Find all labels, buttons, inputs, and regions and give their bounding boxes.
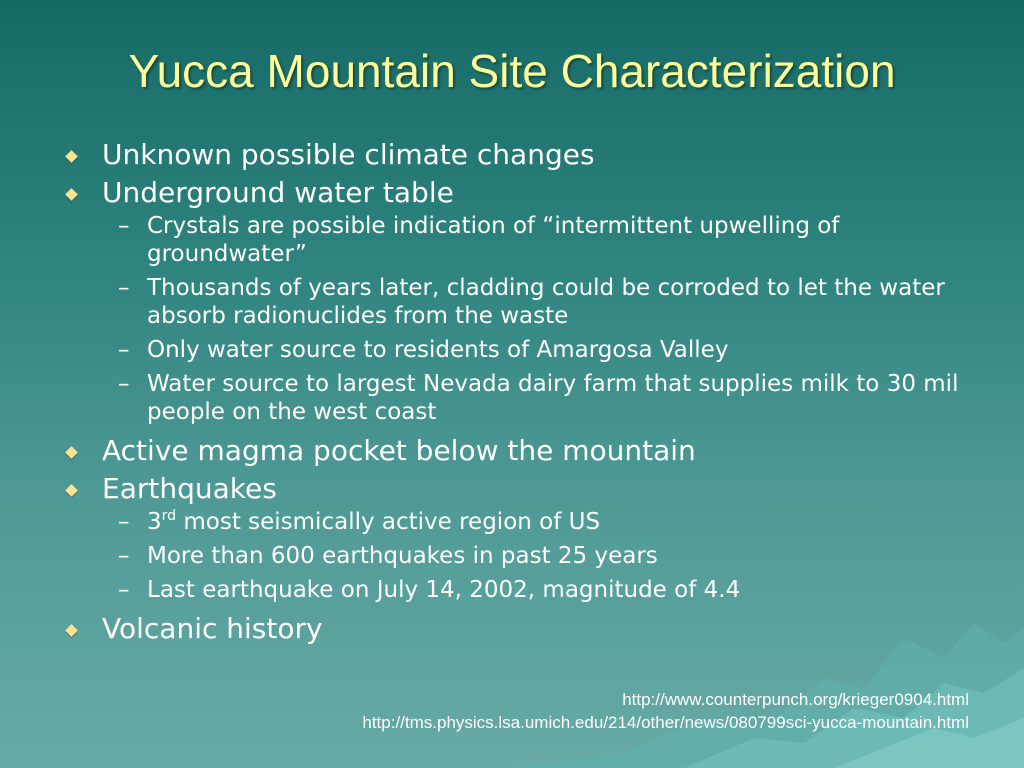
diamond-bullet-icon [65, 150, 78, 163]
sub-bullet-amargosa [60, 336, 980, 364]
bullet-text: Underground water table [102, 176, 454, 209]
bullet-text: Active magma pocket below the mountain [102, 434, 696, 467]
dash-bullet: – [118, 543, 130, 569]
sub-bullet-text: Thousands of years later, cladding could be corroded to let the water absorb radionuclides from the waste [147, 275, 945, 329]
reference-link-umich[interactable]: http://tms.physics.lsa.umich.edu/214/other/news/080799sci-yucca-mountain.html [362, 713, 969, 732]
dash-bullet: – [118, 509, 130, 535]
bullet-magma-pocket [60, 432, 980, 470]
sub-bullet-text: Last earthquake on July 14, 2002, magnitude of 4.4 [147, 577, 741, 603]
sub-bullet-dairy-farm [60, 370, 980, 426]
diamond-bullet-icon [65, 624, 78, 637]
sub-bullet-cladding [60, 274, 980, 330]
sub-bullet-text: More than 600 earthquakes in past 25 years [147, 543, 658, 569]
reference-link-counterpunch[interactable]: http://www.counterpunch.org/krieger0904.html [622, 690, 969, 709]
bullet-text: Unknown possible climate changes [102, 138, 595, 171]
sub-bullet-text: Only water source to residents of Amargosa Valley [147, 337, 729, 363]
diamond-bullet-icon [65, 188, 78, 201]
diamond-bullet-icon [65, 446, 78, 459]
bullet-volcanic-history [60, 610, 980, 648]
sub-bullet-last-earthquake [60, 576, 980, 604]
sub-bullet-text: Crystals are possible indication of “intermittent upwelling of groundwater” [147, 213, 840, 267]
dash-bullet: – [118, 577, 130, 603]
bullet-water-table [60, 174, 980, 212]
diamond-bullet-icon [65, 484, 78, 497]
dash-bullet: – [118, 337, 130, 363]
sub-bullet-seismic-region [60, 508, 980, 536]
sub-bullet-text: most seismically active region of US [176, 509, 601, 535]
dash-bullet: – [118, 371, 130, 397]
dash-bullet: – [118, 213, 130, 239]
bullet-earthquakes [60, 470, 980, 508]
sub-bullet-crystals [60, 212, 980, 268]
slide-title: Yucca Mountain Site Characterization [128, 45, 896, 97]
bullet-text: Earthquakes [102, 472, 277, 505]
ordinal-suffix: rd [161, 508, 177, 524]
bullet-climate-changes [60, 136, 980, 174]
sub-bullet-ordinal: 3 [147, 509, 162, 535]
dash-bullet: – [118, 275, 130, 301]
bullet-text: Volcanic history [102, 612, 323, 645]
sub-bullet-600-earthquakes [60, 542, 980, 570]
bullet-list [60, 136, 980, 648]
references [362, 688, 969, 734]
sub-bullet-text: Water source to largest Nevada dairy farm that supplies milk to 30 mil people on the west coast [147, 371, 959, 425]
